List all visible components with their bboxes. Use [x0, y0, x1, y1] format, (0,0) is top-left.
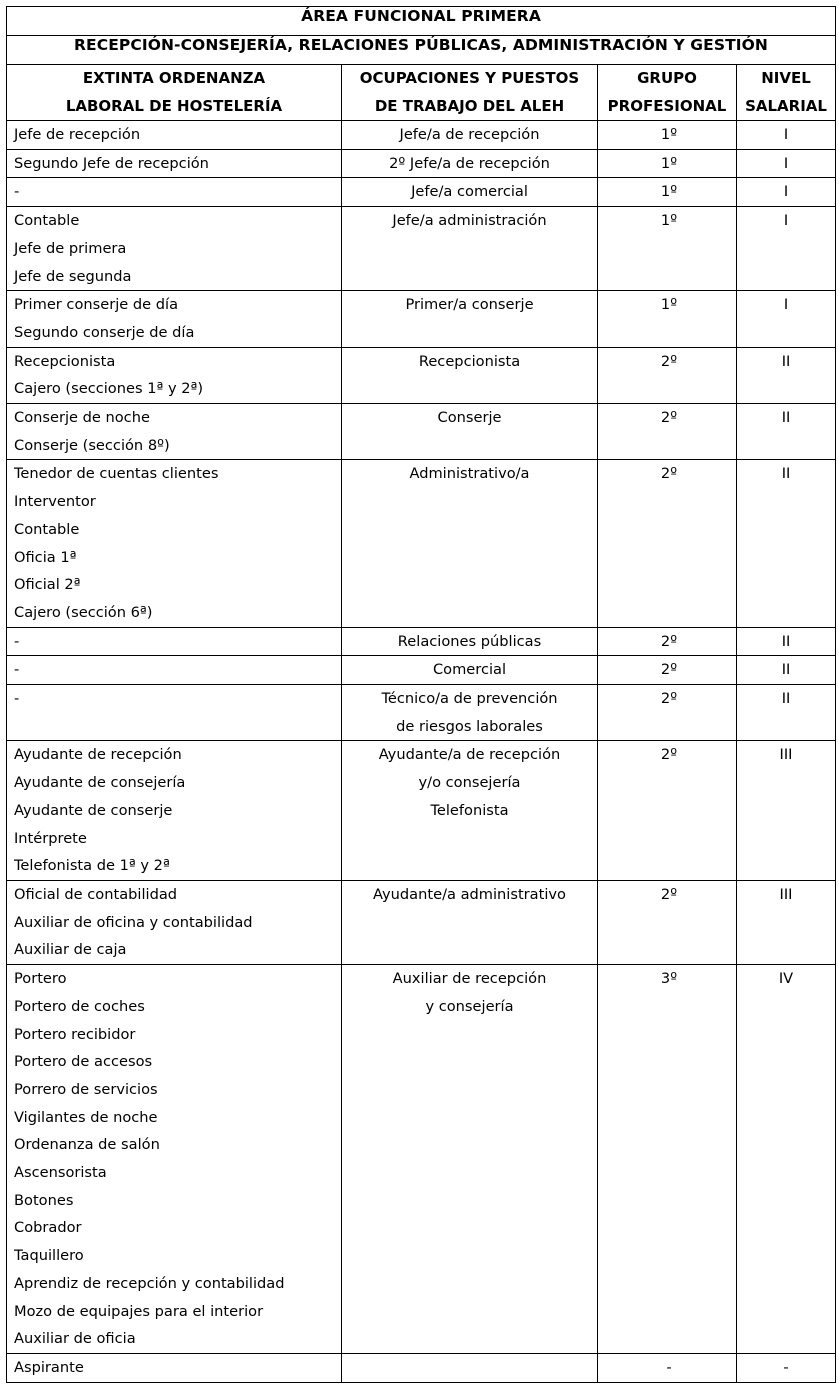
cell-extinta [7, 149, 342, 178]
table-row [7, 656, 836, 685]
cell-line: Ayudante de consejería [14, 774, 186, 792]
cell-line: Mozo de equipajes para el interior [14, 1302, 264, 1320]
cell-nivel [737, 291, 836, 347]
cell-line: Jefe/a de recepción [399, 126, 540, 143]
cell-nivel [737, 685, 836, 741]
cell-ocupacion [342, 656, 598, 685]
table-row [7, 460, 836, 627]
cell-line: Oficial 2ª [14, 576, 81, 594]
cell-line: 2º Jefe/a de recepción [389, 154, 550, 172]
cell-extinta [7, 121, 342, 150]
table-row [7, 149, 836, 178]
cell-ocupacion [342, 404, 598, 460]
table-title-row [7, 7, 836, 36]
cell-line: 2º [660, 632, 678, 650]
table-row [7, 291, 836, 347]
cell-nivel [737, 404, 836, 460]
table-row [7, 1353, 836, 1382]
cell-extinta [7, 1353, 342, 1382]
cell-line: II [781, 690, 791, 708]
cell-line: Conserje [437, 409, 502, 427]
cell-line: II [781, 352, 791, 370]
cell-line: Aprendiz de recepción y contabilidad [14, 1274, 285, 1292]
cell-line: Segundo conserje de día [14, 323, 195, 341]
header-line: EXTINTA ORDENANZA [82, 69, 266, 87]
cell-grupo [598, 656, 737, 685]
cell-grupo [598, 207, 737, 291]
cell-grupo [598, 291, 737, 347]
cell-extinta [7, 460, 342, 627]
cell-nivel [737, 965, 836, 1354]
table-row [7, 404, 836, 460]
cell-extinta [7, 656, 342, 685]
cell-grupo [598, 880, 737, 964]
cell-line: Portero recibidor [14, 1025, 136, 1043]
cell-line: Botones [14, 1191, 74, 1209]
cell-line: Auxiliar de oficina y contabilidad [14, 913, 253, 931]
cell-extinta [7, 291, 342, 347]
cell-grupo [598, 460, 737, 627]
header-line: SALARIAL [745, 96, 827, 115]
cell-line: II [781, 465, 791, 483]
cell-line: Ayudante/a de recepción [378, 746, 561, 764]
cell-grupo [598, 741, 737, 881]
cell-ocupacion [342, 965, 598, 1354]
cell-line: - [14, 661, 20, 679]
cell-line: Interventor [14, 493, 96, 511]
cell-line: Ordenanza de salón [14, 1136, 160, 1154]
cell-line: Cajero (secciones 1ª y 2ª) [14, 380, 204, 398]
table-row [7, 121, 836, 150]
cell-line: Primer/a conserje [405, 296, 534, 314]
cell-line: 2º [660, 690, 678, 708]
cell-line: 2º [660, 465, 678, 483]
cell-line: Contable [14, 212, 80, 230]
cell-grupo [598, 347, 737, 403]
cell-line: Oficial de contabilidad [14, 885, 178, 903]
cell-grupo [598, 178, 737, 207]
cell-grupo [598, 1353, 737, 1382]
cell-line: Jefe/a comercial [411, 183, 528, 201]
column-header-ocupaciones [342, 65, 598, 121]
cell-grupo [598, 627, 737, 656]
cell-line: III [779, 885, 793, 903]
cell-line: 2º [660, 885, 678, 903]
table-row [7, 627, 836, 656]
cell-line: Aspirante [14, 1358, 84, 1376]
table-row [7, 965, 836, 1354]
cell-ocupacion [342, 741, 598, 881]
cell-line: Jefe de recepción [14, 126, 141, 143]
cell-line: I [783, 212, 789, 230]
cell-line: Tenedor de cuentas clientes [14, 465, 219, 483]
cell-ocupacion [342, 880, 598, 964]
cell-line: - [14, 183, 20, 201]
cell-line: Técnico/a de prevención [381, 690, 558, 708]
cell-nivel [737, 656, 836, 685]
cell-line: Intérprete [14, 829, 87, 847]
cell-nivel [737, 347, 836, 403]
cell-line: Taquillero [14, 1247, 84, 1265]
cell-ocupacion [342, 207, 598, 291]
cell-line: Cajero (sección 6ª) [14, 603, 153, 621]
cell-line: II [781, 661, 791, 679]
cell-grupo [598, 149, 737, 178]
cell-line: Jefe de segunda [14, 267, 132, 285]
table-row [7, 347, 836, 403]
cell-line: Auxiliar de recepción [392, 970, 547, 988]
cell-ocupacion [342, 685, 598, 741]
table-row [7, 207, 836, 291]
table-row [7, 741, 836, 881]
cell-nivel [737, 207, 836, 291]
header-line: LABORAL DE HOSTELERÍA [65, 96, 283, 115]
cell-grupo [598, 685, 737, 741]
cell-nivel [737, 741, 836, 881]
cell-nivel [737, 880, 836, 964]
cell-line: 2º [660, 661, 678, 679]
column-header-nivel [737, 65, 836, 121]
cell-line: I [783, 154, 789, 172]
cell-ocupacion [342, 460, 598, 627]
cell-ocupacion [342, 291, 598, 347]
classification-table [6, 6, 836, 1383]
cell-extinta [7, 685, 342, 741]
cell-nivel [737, 627, 836, 656]
cell-nivel [737, 149, 836, 178]
cell-line: Recepcionista [418, 352, 521, 370]
table-subtitle-row [7, 36, 836, 65]
cell-line: 1º [660, 126, 678, 143]
cell-line: 1º [660, 296, 678, 314]
cell-ocupacion [342, 178, 598, 207]
table-row [7, 685, 836, 741]
cell-extinta [7, 404, 342, 460]
cell-extinta [7, 347, 342, 403]
cell-ocupacion [342, 627, 598, 656]
cell-line: Primer conserje de día [14, 296, 179, 314]
cell-line: Administrativo/a [409, 465, 530, 483]
cell-ocupacion [342, 347, 598, 403]
cell-line: 1º [660, 212, 678, 230]
cell-line: I [783, 126, 789, 143]
cell-line: 1º [660, 183, 678, 201]
cell-line: Recepcionista [14, 352, 116, 370]
table-row [7, 178, 836, 207]
cell-grupo [598, 121, 737, 150]
cell-extinta [7, 880, 342, 964]
cell-line: - [783, 1358, 789, 1376]
cell-line: 3º [660, 970, 678, 988]
table-title: ÁREA FUNCIONAL PRIMERA [7, 7, 836, 36]
cell-line: y consejería [425, 997, 514, 1015]
cell-extinta [7, 965, 342, 1354]
cell-ocupacion [342, 1353, 598, 1382]
cell-line: Auxiliar de oficia [14, 1330, 136, 1348]
cell-nivel [737, 121, 836, 150]
cell-line: - [14, 690, 20, 708]
cell-line: 2º [660, 352, 678, 370]
cell-line: Porrero de servicios [14, 1080, 158, 1098]
cell-line: II [781, 632, 791, 650]
cell-line: Portero [14, 970, 67, 988]
cell-line: 2º [660, 409, 678, 427]
cell-extinta [7, 741, 342, 881]
cell-ocupacion [342, 149, 598, 178]
cell-line: Relaciones públicas [397, 632, 542, 650]
header-line: GRUPO [637, 69, 697, 87]
table-subtitle: RECEPCIÓN-CONSEJERÍA, RELACIONES PÚBLICAS, ADMINISTRACIÓN Y GESTIÓN [7, 36, 836, 65]
cell-line: Ayudante de conserje [14, 801, 173, 819]
cell-extinta [7, 627, 342, 656]
cell-nivel [737, 460, 836, 627]
cell-grupo [598, 404, 737, 460]
cell-line: Conserje de noche [14, 409, 150, 427]
cell-nivel [737, 178, 836, 207]
cell-line: Telefonista [430, 801, 509, 819]
cell-grupo [598, 965, 737, 1354]
cell-line: Auxiliar de caja [14, 941, 127, 959]
cell-line: 2º [660, 746, 678, 764]
cell-line: Vigilantes de noche [14, 1108, 158, 1126]
header-line: DE TRABAJO DEL ALEH [374, 96, 565, 115]
cell-ocupacion [342, 121, 598, 150]
cell-line: Conserje (sección 8º) [14, 436, 170, 454]
cell-line: II [781, 409, 791, 427]
cell-line: Cobrador [14, 1219, 82, 1237]
cell-line: III [779, 746, 793, 764]
cell-line: Jefe de primera [14, 239, 127, 257]
cell-line: I [783, 296, 789, 314]
cell-line: Ayudante/a administrativo [373, 885, 566, 903]
cell-line: - [666, 1358, 672, 1376]
cell-line: Segundo Jefe de recepción [14, 154, 209, 172]
cell-line: Portero de coches [14, 997, 145, 1015]
cell-line: Comercial [432, 661, 507, 679]
cell-line: Oficia 1ª [14, 548, 77, 566]
header-line: PROFESIONAL [607, 96, 727, 115]
column-header-grupo [598, 65, 737, 121]
cell-line: Jefe/a administración [392, 212, 547, 230]
cell-line: y/o consejería [418, 774, 521, 792]
header-line: NIVEL [761, 69, 811, 87]
cell-extinta [7, 207, 342, 291]
cell-line: - [14, 632, 20, 650]
cell-extinta [7, 178, 342, 207]
cell-line: Portero de accesos [14, 1053, 153, 1071]
cell-nivel [737, 1353, 836, 1382]
cell-line: I [783, 183, 789, 201]
cell-line: Telefonista de 1ª y 2ª [14, 857, 170, 875]
cell-line: de riesgos laborales [396, 717, 543, 735]
table-row [7, 880, 836, 964]
cell-line: IV [778, 970, 794, 988]
table-body [7, 121, 836, 1383]
cell-line: Contable [14, 520, 80, 538]
cell-line: 1º [660, 154, 678, 172]
column-header-extinta [7, 65, 342, 121]
cell-line: Ascensorista [14, 1164, 107, 1182]
cell-line: Ayudante de recepción [14, 746, 182, 764]
column-header-row [7, 65, 836, 121]
header-line: OCUPACIONES Y PUESTOS [359, 69, 580, 87]
